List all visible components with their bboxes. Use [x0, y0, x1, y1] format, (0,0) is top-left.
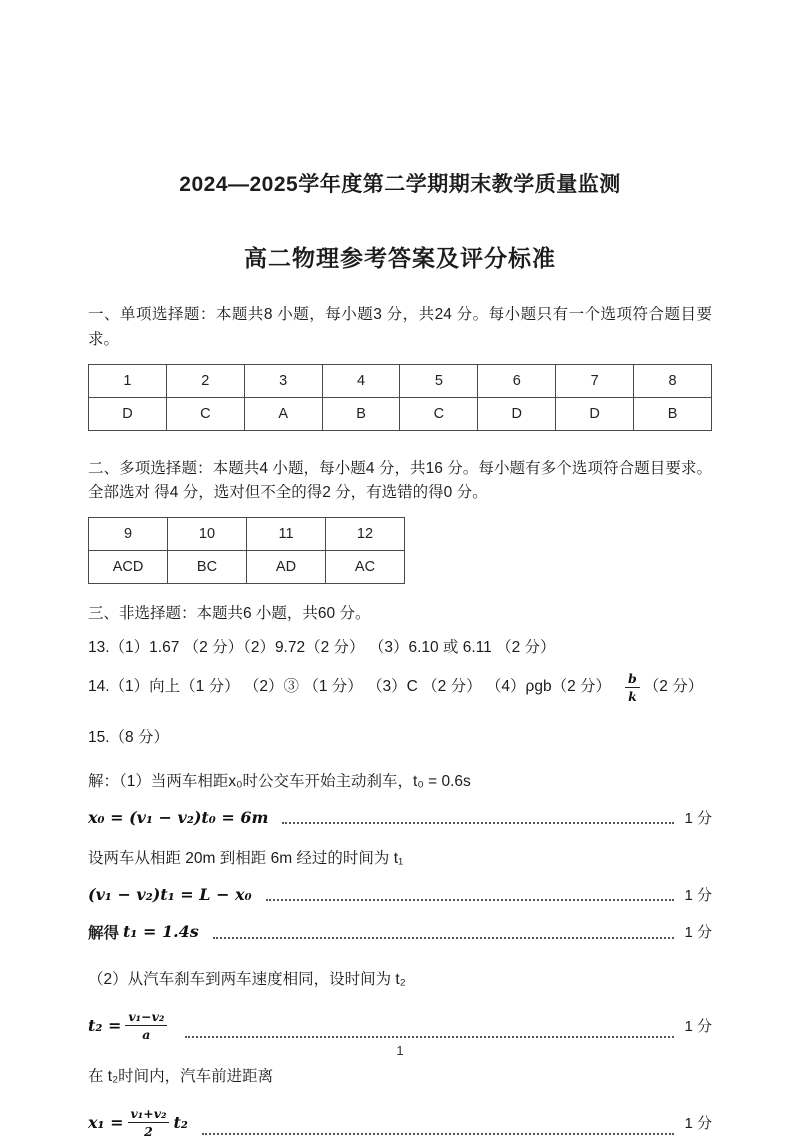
- single-choice-answer-table: [88, 364, 712, 431]
- section3-heading: 三、非选择题：本题共6 小题，共60 分。: [88, 605, 371, 623]
- item15-formula4-line: [88, 1009, 712, 1042]
- answer-item-14: [88, 671, 712, 704]
- table-row-question-numbers: [89, 518, 405, 551]
- answer-cell: D: [89, 397, 167, 430]
- answer-cell: BC: [168, 551, 247, 584]
- answer-cell: D: [556, 397, 634, 430]
- fraction-v1-minus-v2-over-a: [125, 1009, 167, 1042]
- formula-t1: (v₁ − v₂)t₁ = L − x₀: [88, 884, 252, 904]
- formula-x1-lhs: x₁ =: [88, 1112, 124, 1132]
- answer-cell: D: [478, 397, 556, 430]
- score-label: 1 分: [684, 1114, 712, 1132]
- question-number-cell: 9: [89, 518, 168, 551]
- question-number-cell: 7: [556, 364, 634, 397]
- item15-formula5-line: [88, 1106, 712, 1139]
- answer-cell: A: [244, 397, 322, 430]
- score-label: 1 分: [684, 1017, 712, 1035]
- fraction-denominator: 2: [144, 1123, 153, 1139]
- item14-text: 14.（1）向上（1 分） （2）③ （1 分） （3）C （2 分） （4）ρgb（2 分）: [88, 677, 612, 695]
- question-number-cell: 2: [166, 364, 244, 397]
- item15-solution-line1: 解：（1）当两车相距x₀时公交车开始主动刹车，t₀ = 0.6s: [88, 772, 471, 790]
- formula-t2-lhs: t₂ =: [88, 1015, 122, 1035]
- document-subtitle: 高二物理参考答案及评分标准: [244, 245, 556, 271]
- dotted-leader: [185, 1036, 674, 1038]
- formula-x0: x₀ = (v₁ − v₂)t₀ = 6m: [88, 807, 269, 827]
- fraction-v1-plus-v2-over-2: [128, 1106, 170, 1139]
- answer-cell: B: [322, 397, 400, 430]
- question-number-cell: 11: [247, 518, 326, 551]
- table-row-question-numbers: [89, 364, 712, 397]
- item15-label: 15.（8 分）: [88, 728, 169, 746]
- fraction-denominator: a: [142, 1026, 151, 1042]
- answer-cell: AD: [247, 551, 326, 584]
- dotted-leader: [282, 822, 674, 824]
- item15-solution-line2: 设两车从相距 20m 到相距 6m 经过的时间为 t₁: [88, 849, 404, 867]
- question-number-cell: 1: [89, 364, 167, 397]
- multi-choice-answer-table: [88, 517, 405, 584]
- question-number-cell: 10: [168, 518, 247, 551]
- question-number-cell: 8: [634, 364, 712, 397]
- score-label: 1 分: [684, 809, 712, 827]
- question-number-cell: 5: [400, 364, 478, 397]
- fraction-b-over-k: [625, 671, 640, 704]
- answer-item-13: 13.（1）1.67 （2 分）（2）9.72（2 分） （3）6.10 或 6.11 （2 分）: [88, 638, 556, 656]
- dotted-leader: [202, 1133, 675, 1135]
- table-row-answers: [89, 551, 405, 584]
- dotted-leader: [213, 937, 675, 939]
- item14-score: （2 分）: [643, 677, 704, 695]
- item15-formula2-line: [88, 884, 712, 905]
- question-number-cell: 4: [322, 364, 400, 397]
- table-row-answers: [89, 397, 712, 430]
- score-label: 1 分: [684, 924, 712, 942]
- answer-cell: AC: [326, 551, 405, 584]
- item15-solution-line3: （2）从汽车刹车到两车速度相同，设时间为 t₂: [88, 970, 406, 988]
- formula3-pre-text: 解得: [88, 924, 120, 942]
- answer-cell: B: [634, 397, 712, 430]
- item15-formula1-line: [88, 807, 712, 828]
- fraction-numerator: v₁+v₂: [128, 1106, 170, 1123]
- section2-heading: 二、多项选择题：本题共4 小题，每小题4 分，共16 分。每小题有多个选项符合题目要求。全部选对 得4 分，选对但不全的得2 分，有选错的得0 分。: [88, 459, 712, 502]
- fraction-numerator: b: [625, 671, 640, 688]
- answer-cell: C: [166, 397, 244, 430]
- item15-solution-line4: 在 t₂时间内，汽车前进距离: [88, 1067, 274, 1085]
- formula-t1-result: t₁ = 1.4s: [123, 922, 199, 942]
- question-number-cell: 12: [326, 518, 405, 551]
- page-number: 1: [396, 1043, 404, 1058]
- answer-cell: ACD: [89, 551, 168, 584]
- answer-cell: C: [400, 397, 478, 430]
- fraction-numerator: v₁−v₂: [125, 1009, 167, 1026]
- question-number-cell: 6: [478, 364, 556, 397]
- dotted-leader: [266, 899, 675, 901]
- document-title: 2024—2025学年度第二学期期末教学质量监测: [179, 173, 621, 196]
- section1-heading: 一、单项选择题：本题共8 小题，每小题3 分，共24 分。每小题只有一个选项符合题目要求。: [88, 306, 712, 348]
- score-label: 1 分: [684, 886, 712, 904]
- formula-x1-suffix: t₂: [173, 1112, 188, 1132]
- item15-formula3-line: [88, 921, 712, 943]
- question-number-cell: 3: [244, 364, 322, 397]
- fraction-denominator: k: [628, 688, 637, 704]
